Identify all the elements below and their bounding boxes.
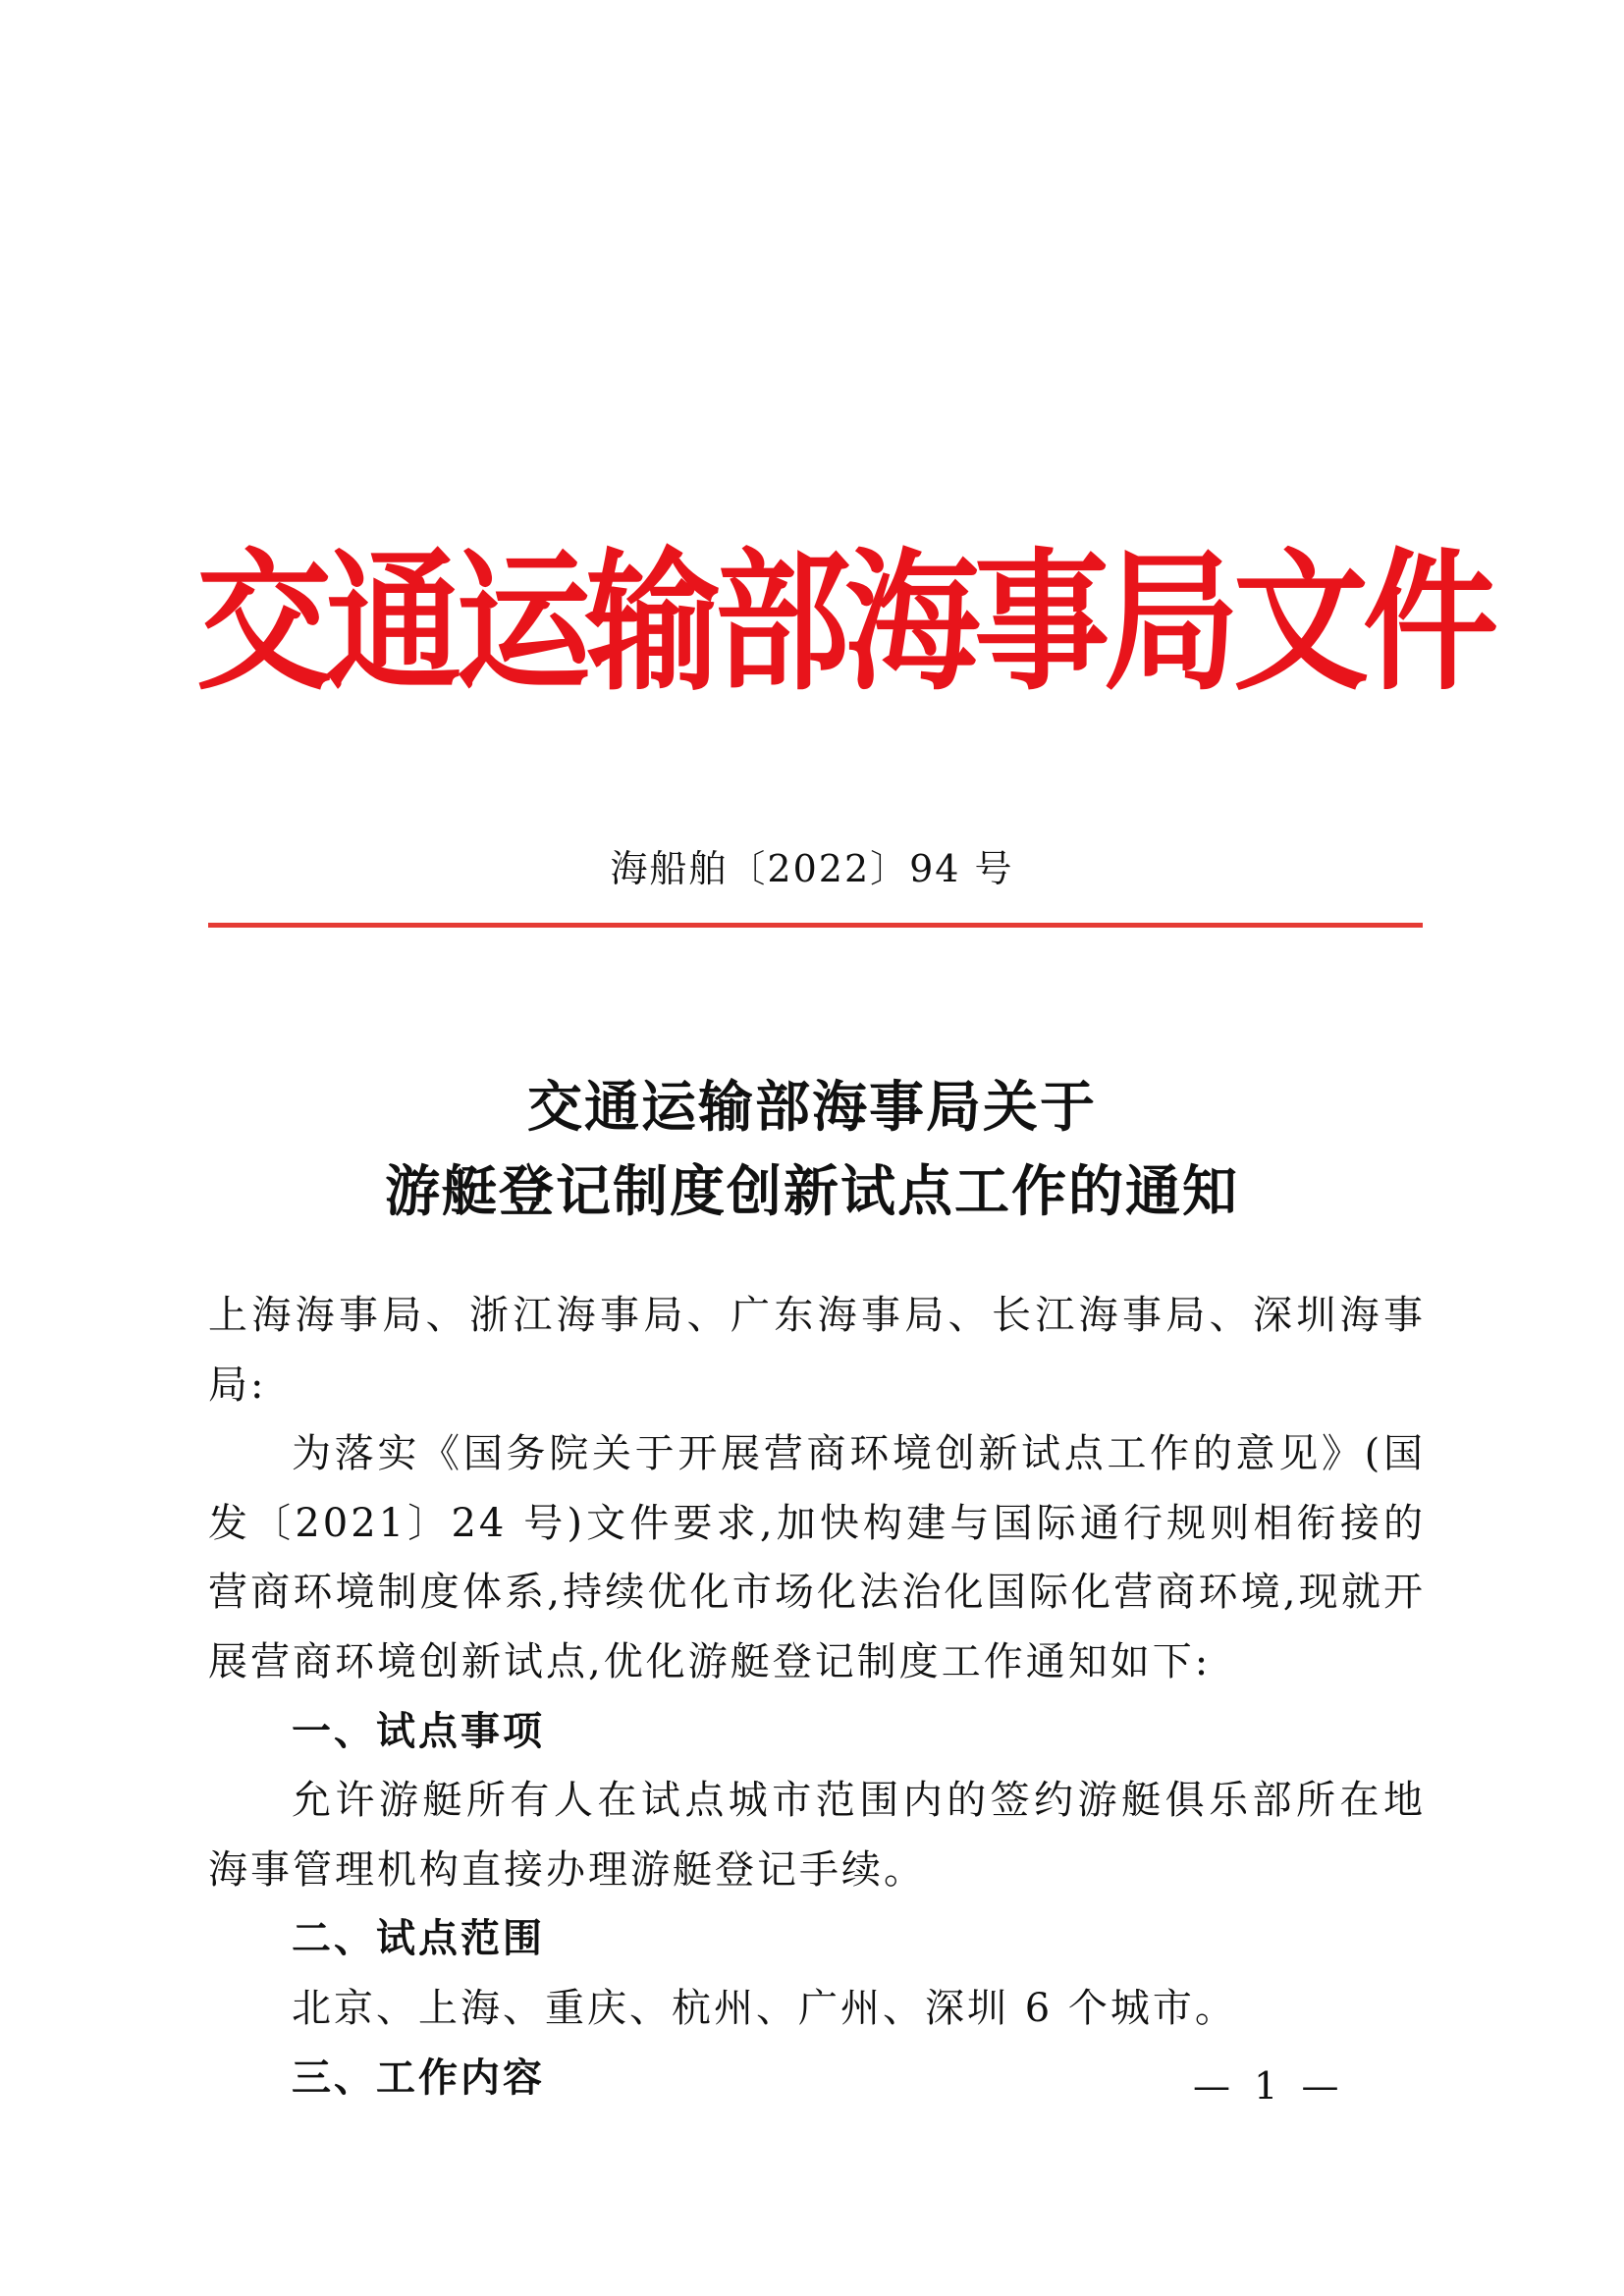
document-number: 海船舶〔2022〕94 号 [610, 847, 1014, 890]
document-body [208, 1281, 1426, 2112]
red-divider-rule [208, 923, 1423, 928]
issuing-authority-header: 交通运输部海事局文件 [196, 534, 1493, 712]
section-paragraph-2: 北京、上海、重庆、杭州、广州、深圳 6 个城市。 [292, 1985, 1237, 2031]
page-number: — 1 — [1193, 2064, 1339, 2108]
addressees: 上海海事局、浙江海事局、广东海事局、长江海事局、深圳海事局: [208, 1293, 1426, 1408]
document-title [208, 1065, 1416, 1234]
title-line-1: 交通运输部海事局关于 [527, 1075, 1097, 1140]
section-heading-3: 三、工作内容 [292, 2055, 545, 2101]
section-paragraph-1: 允许游艇所有人在试点城市范围内的签约游艇俱乐部所在地海事管理机构直接办理游艇登记手续。 [208, 1778, 1426, 1893]
section-heading-2: 二、试点范围 [292, 1916, 545, 1962]
title-line-2: 游艇登记制度创新试点工作的通知 [385, 1159, 1239, 1224]
section-heading-1: 一、试点事项 [292, 1708, 545, 1754]
intro-paragraph: 为落实《国务院关于开展营商环境创新试点工作的意见》(国发〔2021〕24 号)文件要求,加快构建与国际通行规则相衔接的营商环境制度体系,持续优化市场化法治化国际化营商环境,现就开展营商环境创新试点,优化游艇登记制度工作通知如下: [208, 1431, 1426, 1684]
